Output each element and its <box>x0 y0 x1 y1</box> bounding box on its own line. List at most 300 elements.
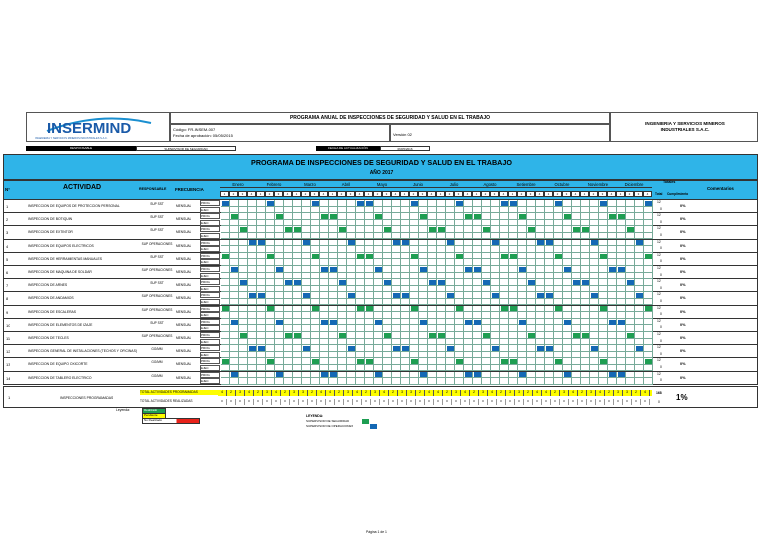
row-number: 2 <box>6 217 9 223</box>
scheduled-inspection-mark <box>555 254 562 259</box>
exec-cell <box>248 220 257 227</box>
exec-cell <box>473 352 482 359</box>
exec-cell <box>401 220 410 227</box>
exec-cell <box>275 233 284 240</box>
scheduled-inspection-mark <box>591 240 598 245</box>
exec-cell <box>302 299 311 306</box>
exec-cell <box>392 286 401 293</box>
exec-cell <box>221 286 230 293</box>
summary-exec-value: 0 <box>344 399 353 405</box>
scheduled-inspection-mark <box>258 293 265 298</box>
summary-prog-value: 3 <box>614 390 623 396</box>
exec-cell <box>428 220 437 227</box>
scheduled-inspection-mark <box>330 372 337 377</box>
exec-cell <box>347 220 356 227</box>
exec-cell <box>455 233 464 240</box>
scheduled-inspection-mark <box>384 280 391 285</box>
exec-cell <box>482 365 491 372</box>
exec-cell <box>248 339 257 346</box>
exec-cell <box>545 286 554 293</box>
exec-cell <box>635 378 644 385</box>
exec-cell <box>455 339 464 346</box>
summary-exec-value: 0 <box>632 399 641 405</box>
exec-cell <box>473 365 482 372</box>
exec-cell <box>644 299 653 306</box>
week-header: 2 <box>589 191 598 197</box>
scheduled-inspection-mark <box>546 346 553 351</box>
exec-cell <box>581 233 590 240</box>
exec-cell <box>599 325 608 332</box>
exec-cell <box>347 207 356 214</box>
exec-cell <box>473 299 482 306</box>
legend-left <box>116 408 206 426</box>
exec-cell <box>401 352 410 359</box>
summary-exec-value: 0 <box>614 399 623 405</box>
exec-cell <box>608 365 617 372</box>
activity-row <box>3 266 758 279</box>
exec-cell <box>563 286 572 293</box>
exec-cell <box>329 233 338 240</box>
exec-cell <box>437 220 446 227</box>
exec-cell <box>320 207 329 214</box>
scheduled-inspection-mark <box>267 306 274 311</box>
exec-cell <box>338 207 347 214</box>
month-header-1: Enero <box>220 182 256 188</box>
exec-cell <box>518 378 527 385</box>
exec-cell <box>302 325 311 332</box>
row-exec-total: 0 <box>660 285 662 290</box>
exec-cell <box>644 365 653 372</box>
scheduled-inspection-mark <box>618 372 625 377</box>
exec-cell <box>635 286 644 293</box>
exec-cell <box>329 207 338 214</box>
scheduled-inspection-mark <box>285 280 292 285</box>
row-exec-label: EJEC <box>200 312 220 318</box>
exec-cell <box>266 207 275 214</box>
scheduled-inspection-mark <box>582 227 589 232</box>
scheduled-inspection-mark <box>600 359 607 364</box>
summary-prog-value: 2 <box>524 390 533 396</box>
summary-prog-value: 4 <box>317 390 326 396</box>
exec-cell <box>284 273 293 280</box>
row-percentage: 0% <box>680 336 686 340</box>
row-responsible: GG/MM <box>151 360 163 365</box>
week-header: 1 <box>292 191 301 197</box>
exec-cell <box>644 220 653 227</box>
exec-cell <box>239 273 248 280</box>
exec-cell <box>572 220 581 227</box>
row-frequency: MENSUAL <box>176 283 192 288</box>
legend-left-title: Leyenda: <box>116 408 130 412</box>
exec-cell <box>356 259 365 266</box>
row-total: 12 <box>657 266 661 270</box>
row-plan-label: PROG <box>200 319 220 325</box>
row-exec-label: EJEC <box>200 246 220 252</box>
scheduled-inspection-mark <box>609 372 616 377</box>
exec-cell <box>455 246 464 253</box>
scheduled-inspection-mark <box>582 333 589 338</box>
scheduled-inspection-mark <box>393 240 400 245</box>
row-responsible: SUP SST <box>150 281 164 286</box>
exec-cell <box>554 286 563 293</box>
row-plan-label: PROG <box>200 200 220 206</box>
exec-cell <box>266 286 275 293</box>
exec-cell <box>293 365 302 372</box>
exec-cell <box>230 325 239 332</box>
scheduled-inspection-mark <box>456 201 463 206</box>
exec-cell <box>608 259 617 266</box>
summary-prog-value: 4 <box>245 390 254 396</box>
exec-cell <box>590 378 599 385</box>
row-plan-label: PROG <box>200 226 220 232</box>
exec-cell <box>221 273 230 280</box>
exec-cell <box>509 207 518 214</box>
exec-cell <box>446 299 455 306</box>
exec-cell <box>500 299 509 306</box>
exec-cell <box>383 339 392 346</box>
exec-cell <box>446 352 455 359</box>
exec-cell <box>266 299 275 306</box>
exec-cell <box>257 378 266 385</box>
exec-cell <box>392 299 401 306</box>
exec-cell <box>608 325 617 332</box>
month-header-6: Junio <box>400 182 436 188</box>
summary-exec-value: 0 <box>506 399 515 405</box>
exec-cell <box>374 365 383 372</box>
scheduled-inspection-mark <box>384 333 391 338</box>
activity-row <box>3 279 758 292</box>
scheduled-inspection-mark <box>501 306 508 311</box>
week-header: 1 <box>328 191 337 197</box>
scheduled-inspection-mark <box>618 320 625 325</box>
legend-norealizado-label: No Realizado <box>144 418 163 422</box>
row-percentage: 0% <box>680 362 686 367</box>
exec-cell <box>401 246 410 253</box>
exec-cell <box>473 378 482 385</box>
row-frequency: MENSUAL <box>176 204 192 208</box>
week-header: 3 <box>562 191 571 197</box>
exec-cell <box>509 220 518 227</box>
exec-cell <box>365 312 374 319</box>
exec-cell <box>266 339 275 346</box>
exec-cell <box>608 312 617 319</box>
exec-cell <box>455 273 464 280</box>
exec-cell <box>599 259 608 266</box>
exec-cell <box>320 273 329 280</box>
document-version: Versión 02 <box>393 132 412 137</box>
summary-label: INSPECCIONES PROGRAMADAS <box>60 396 114 400</box>
exec-cell <box>347 325 356 332</box>
month-header-7: Julio <box>436 182 472 188</box>
exec-cell <box>257 286 266 293</box>
exec-cell <box>455 259 464 266</box>
exec-cell <box>617 273 626 280</box>
scheduled-inspection-mark <box>357 201 364 206</box>
scheduled-inspection-mark <box>411 306 418 311</box>
row-activity: INSPECCION DE ANDAMIOS <box>28 296 74 301</box>
code-box <box>170 124 390 142</box>
exec-cell <box>284 312 293 319</box>
exec-cell <box>383 365 392 372</box>
exec-cell <box>482 207 491 214</box>
summary-exec-value: 0 <box>542 399 551 405</box>
exec-cell <box>419 207 428 214</box>
exec-cell <box>554 299 563 306</box>
exec-cell <box>446 259 455 266</box>
summary-exec-value: 0 <box>461 399 470 405</box>
summary-prog-value: 3 <box>506 390 515 396</box>
row-percentage: 0% <box>680 256 686 261</box>
scheduled-inspection-mark <box>303 346 310 351</box>
summary-prog-value: 4 <box>542 390 551 396</box>
responsable-strip <box>26 146 758 151</box>
col-num-header: N° <box>5 187 11 192</box>
exec-cell <box>302 246 311 253</box>
exec-cell <box>356 325 365 332</box>
responsable-value: SUPERVISOR DE SEGURIDAD <box>136 146 236 151</box>
exec-cell <box>482 312 491 319</box>
exec-cell <box>518 246 527 253</box>
scheduled-inspection-mark <box>501 201 508 206</box>
exec-cell <box>545 259 554 266</box>
week-header: 2 <box>301 191 310 197</box>
legend-supop-label: SUPERVISOR DE OPERACIONES <box>306 424 354 428</box>
row-activity: INSPECCION DE EQUIPOS DE PROTECCION PERSONAL <box>28 204 120 208</box>
week-header: 3 <box>454 191 463 197</box>
exec-cell <box>617 325 626 332</box>
scheduled-inspection-mark <box>510 306 517 311</box>
scheduled-inspection-mark <box>420 320 427 325</box>
exec-cell <box>428 312 437 319</box>
exec-cell <box>383 299 392 306</box>
exec-cell <box>293 273 302 280</box>
col-responsible-header: RESPONSABLE <box>139 187 167 191</box>
summary-exec-value: 0 <box>362 399 371 405</box>
legend-right <box>306 414 396 432</box>
exec-cell <box>383 233 392 240</box>
exec-cell <box>257 352 266 359</box>
exec-cell <box>284 352 293 359</box>
exec-cell <box>581 259 590 266</box>
exec-cell <box>581 352 590 359</box>
exec-cell <box>482 286 491 293</box>
row-plan-label: PROG <box>200 332 220 338</box>
exec-cell <box>500 312 509 319</box>
exec-cell <box>437 312 446 319</box>
col-cumplimiento-header: Cumplimiento <box>667 192 689 196</box>
row-responsible: SUP SST <box>150 202 164 206</box>
exec-cell <box>383 312 392 319</box>
exec-cell <box>383 378 392 385</box>
fecha-value: 06/05/2016 <box>380 146 430 151</box>
exec-cell <box>266 378 275 385</box>
summary-prog-value: 2 <box>551 390 560 396</box>
scheduled-inspection-mark <box>339 280 346 285</box>
exec-cell <box>374 273 383 280</box>
exec-cell <box>572 286 581 293</box>
exec-cell <box>446 233 455 240</box>
exec-cell <box>329 259 338 266</box>
row-plan-label: PROG <box>200 253 220 259</box>
exec-cell <box>509 378 518 385</box>
exec-cell <box>644 352 653 359</box>
legend-right-title: LEYENDA: <box>306 414 324 418</box>
exec-cell <box>563 259 572 266</box>
exec-cell <box>284 259 293 266</box>
row-percentage: 0% <box>680 322 686 327</box>
exec-cell <box>599 246 608 253</box>
week-header: 3 <box>310 191 319 197</box>
exec-cell <box>320 233 329 240</box>
summary-exec-value: 0 <box>551 399 560 405</box>
exec-cell <box>455 312 464 319</box>
summary-exec-value: 0 <box>254 399 263 405</box>
exec-cell <box>536 325 545 332</box>
summary-exec-value: 0 <box>416 399 425 405</box>
scheduled-inspection-mark <box>474 320 481 325</box>
exec-cell <box>428 365 437 372</box>
exec-cell <box>608 273 617 280</box>
company-logo <box>39 115 159 139</box>
week-header: 2 <box>553 191 562 197</box>
week-header: 2 <box>409 191 418 197</box>
exec-cell <box>374 246 383 253</box>
exec-cell <box>599 312 608 319</box>
exec-cell <box>221 378 230 385</box>
summary-exec-value: 0 <box>389 399 398 405</box>
exec-cell <box>473 207 482 214</box>
exec-cell <box>554 233 563 240</box>
exec-cell <box>392 207 401 214</box>
summary-prog-value: 3 <box>560 390 569 396</box>
summary-prog-value: 2 <box>389 390 398 396</box>
exec-cell <box>626 365 635 372</box>
exec-cell <box>626 220 635 227</box>
exec-cell <box>221 259 230 266</box>
row-responsible: SUP SST <box>150 320 164 325</box>
summary-prog-value: 2 <box>227 390 236 396</box>
row-total: 12 <box>657 332 661 336</box>
exec-cell <box>590 299 599 306</box>
scheduled-inspection-mark <box>474 214 481 219</box>
exec-cell <box>374 325 383 332</box>
exec-cell <box>473 259 482 266</box>
exec-cell <box>311 273 320 280</box>
exec-cell <box>464 286 473 293</box>
company-box <box>610 112 758 142</box>
scheduled-inspection-mark <box>609 320 616 325</box>
exec-cell <box>554 246 563 253</box>
exec-cell <box>437 378 446 385</box>
row-percentage: 0% <box>680 283 686 288</box>
row-activity: INSPECCION DE BOTIQUIN <box>28 217 73 222</box>
exec-cell <box>284 220 293 227</box>
scheduled-inspection-mark <box>375 214 382 219</box>
exec-cell <box>401 286 410 293</box>
scheduled-inspection-mark <box>312 254 319 259</box>
row-plan-label: PROG <box>200 306 220 312</box>
week-header: 1 <box>616 191 625 197</box>
activity-row <box>3 345 758 358</box>
summary-exec-values <box>218 399 652 405</box>
exec-cell <box>356 339 365 346</box>
exec-cell <box>455 299 464 306</box>
exec-cell <box>437 246 446 253</box>
col-totals-header: Totales <box>663 180 676 184</box>
exec-cell <box>527 246 536 253</box>
exec-cell <box>383 259 392 266</box>
scheduled-inspection-mark <box>249 240 256 245</box>
exec-cell <box>257 207 266 214</box>
exec-cell <box>221 312 230 319</box>
exec-cell <box>491 220 500 227</box>
week-header: 2 <box>373 191 382 197</box>
summary-prog-value: 3 <box>407 390 416 396</box>
exec-cell <box>230 246 239 253</box>
exec-cell <box>257 273 266 280</box>
summary-exec-value: 0 <box>335 399 344 405</box>
scheduled-inspection-mark <box>366 201 373 206</box>
exec-cell <box>572 259 581 266</box>
exec-cell <box>572 233 581 240</box>
fecha-label: FECHA DE ACTUALIZACIÓN <box>316 146 380 151</box>
exec-cell <box>482 259 491 266</box>
exec-cell <box>383 246 392 253</box>
exec-cell <box>428 378 437 385</box>
row-total: 12 <box>657 305 661 310</box>
exec-cell <box>617 286 626 293</box>
exec-cell <box>347 339 356 346</box>
exec-cell <box>248 352 257 359</box>
exec-cell <box>311 286 320 293</box>
exec-cell <box>509 299 518 306</box>
exec-cell <box>338 286 347 293</box>
exec-cell <box>545 352 554 359</box>
exec-cell <box>374 286 383 293</box>
exec-cell <box>437 207 446 214</box>
exec-cell <box>410 233 419 240</box>
week-header: 1 <box>220 191 229 197</box>
exec-cell <box>509 233 518 240</box>
week-header: 3 <box>346 191 355 197</box>
scheduled-inspection-mark <box>519 214 526 219</box>
row-total: 12 <box>657 252 661 257</box>
exec-cell <box>311 352 320 359</box>
exec-cell <box>437 365 446 372</box>
row-frequency: MENSUAL <box>176 217 192 222</box>
summary-prog-value: 4 <box>641 390 650 396</box>
exec-cell <box>635 325 644 332</box>
row-frequency: MENSUAL <box>176 256 192 261</box>
exec-cell <box>491 286 500 293</box>
exec-cell <box>590 365 599 372</box>
exec-cell <box>275 378 284 385</box>
exec-cell <box>419 378 428 385</box>
row-percentage: 0% <box>680 217 686 222</box>
summary-number: 1 <box>8 395 11 400</box>
summary-exec-value: 0 <box>488 399 497 405</box>
exec-cell <box>239 259 248 266</box>
exec-cell <box>329 325 338 332</box>
row-frequency: MENSUAL <box>176 322 192 327</box>
exec-cell <box>491 273 500 280</box>
scheduled-inspection-mark <box>312 201 319 206</box>
exec-cell <box>617 246 626 253</box>
summary-exec-value: 0 <box>515 399 524 405</box>
exec-cell <box>455 207 464 214</box>
row-number: 10 <box>6 322 11 328</box>
scheduled-inspection-mark <box>510 254 517 259</box>
